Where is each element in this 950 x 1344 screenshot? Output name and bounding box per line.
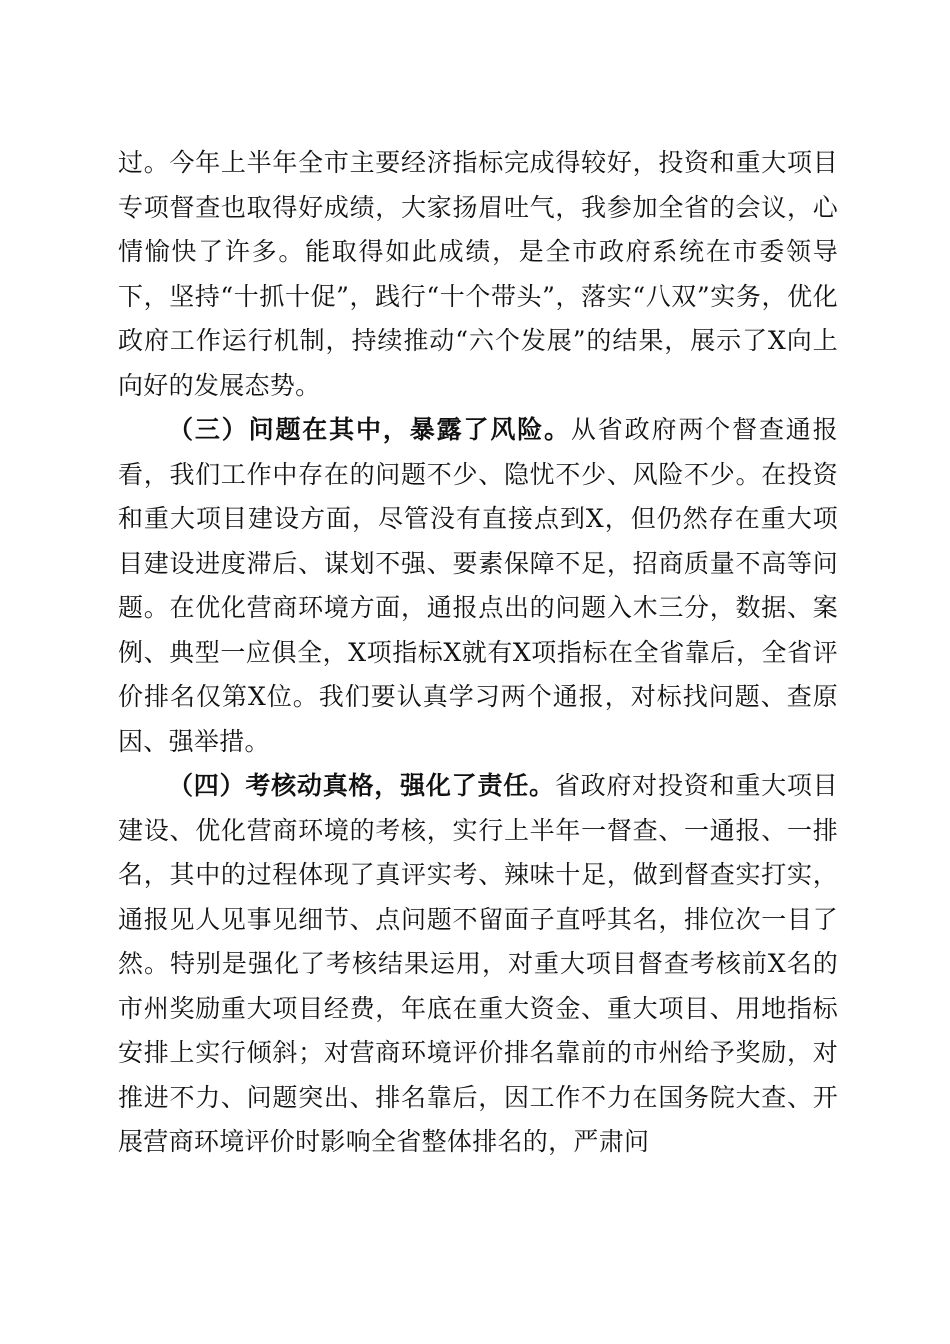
- paragraph-text: 过。今年上半年全市主要经济指标完成得较好，投资和重大项目专项督查也取得好成绩，大家扬眉吐气，我参加全省的会议，心情愉快了许多。能取得如此成绩，是全市政府系统在市委领导下，坚持“十抓十促”，践行“十个带头”，落实“八双”实务，优化政府工作运行机制，持续推动“六个发展”的结果，展示了X向上向好的发展态势。: [118, 148, 838, 400]
- paragraph-section-3: [118, 408, 838, 764]
- document-page: [118, 141, 838, 1165]
- paragraph-section-4: [118, 764, 838, 1165]
- section-heading: （三）问题在其中，暴露了风险。: [168, 415, 571, 444]
- paragraph-text: 省政府对投资和重大项目建设、优化营商环境的考核，实行上半年一督查、一通报、一排名，其中的过程体现了真评实考、辣味十足，做到督查实打实，通报见人见事见细节、点问题不留面子直呼其名，排位次一目了然。特别是强化了考核结果运用，对重大项目督查考核前X名的市州奖励重大项目经费，年底在重大资金、重大项目、用地指标安排上实行倾斜；对营商环境评价排名靠前的市州给予奖励，对推进不力、问题突出、排名靠后，因工作不力在国务院大查、开展营商环境评价时影响全省整体排名的，严肃问: [118, 771, 838, 1156]
- paragraph-continuation: [118, 141, 838, 408]
- paragraph-text: 从省政府两个督查通报看，我们工作中存在的问题不少、隐忧不少、风险不少。在投资和重大项目建设方面，尽管没有直接点到X，但仍然存在重大项目建设进度滞后、谋划不强、要素保障不足，招商质量不高等问题。在优化营商环境方面，通报点出的问题入木三分，数据、案例、典型一应俱全，X项指标X就有X项指标在全省靠后，全省评价排名仅第X位。我们要认真学习两个通报，对标找问题、查原因、强举措。: [118, 415, 838, 756]
- section-heading: （四）考核动真格，强化了责任。: [168, 771, 555, 800]
